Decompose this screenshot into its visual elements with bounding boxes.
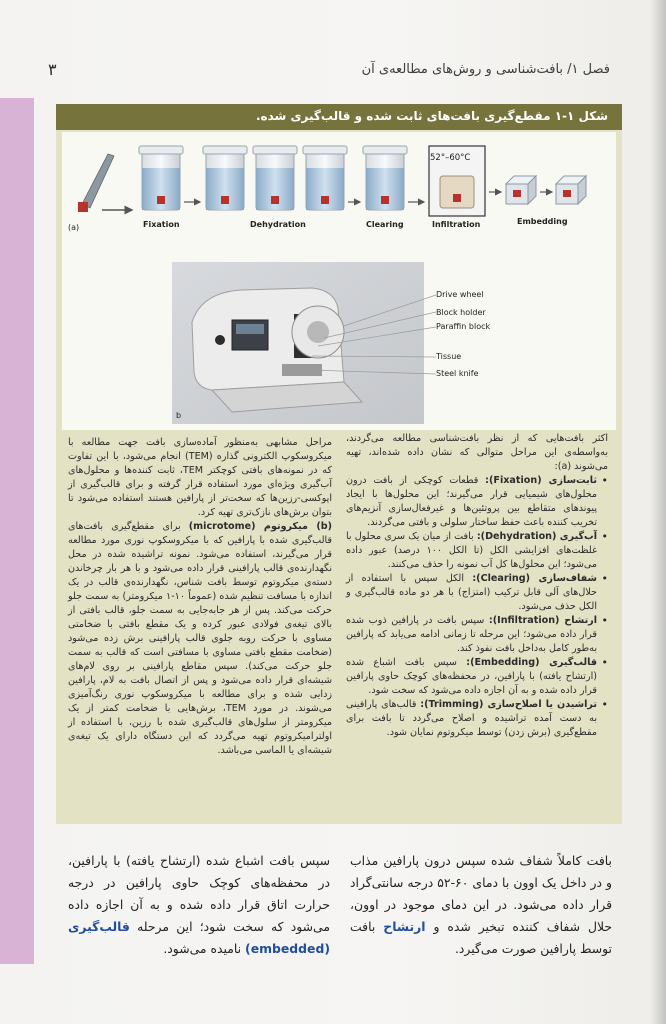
body-left-text: سپس بافت اشباع شده (ارتشاح یافته) با پارافین، در محفظه‌های کوچک حاوی پارافین در درجه حرارت اتاق قرار داده شده و به آن اجازه داده می‌شود که سخت شود؛ این مرحله — [68, 853, 330, 934]
microtome-paragraph — [68, 520, 332, 758]
label-tissue: Tissue — [436, 352, 462, 361]
page-header — [40, 60, 610, 84]
dehydration-jar-3 — [303, 146, 347, 210]
step-label-infiltration: Infiltration — [432, 220, 481, 229]
text-fixation: قطعات کوچکی از بافت درون محلول‌های شیمیایی قرار می‌گیرند؛ این محلول‌ها با ایجاد پیوندهای متقاطع بین پروتئین‌ها و غیرفعال‌سازی آنزیم‌های تخریب کننده باعث حفظ ساختار سلولی و بافتی می‌گردند. — [346, 475, 597, 528]
microtome-text: برای مقطع‌گیری بافت‌های قالب‌گیری شده با پارافین که با میکروسکوپ نوری مورد مطالعه قرار می‌گیرند، استفاده می‌شود. نمونه تراشیده شده در محل نگهدارنده‌ی قالب پارافینی قرار داده می‌شود و با هر بار چرخاندن دسته‌ی میکروتوم توسط بافت شناس، نگهدارنده‌ی قالب در یک اندازه با مسافت تنظیم شده (عموماً ۱۰-۱ میکرومتر) به سمت جلو حرکت می‌کند. پس از هر جابه‌جایی به سمت جلو، قالب بافتی از بالای تیغه‌ی فولادی عبور کرده و یک مقطع بافتی با ضخامتی مساوی با حرکت روبه جلوی قالب پارافینی برش زده می‌شود (ضخامت مقطع بافتی مساوی با مسافتی است که قالب به سمت جلو حرکت می‌کند). سپس مقاطع پارافینی بر روی لام‌های شیشه‌ای قرار داده می‌شود و پس از اتصال بافت به لام، پارافین زدایی شده و برای مطالعه با میکروسکوپ نوری رنگ‌آمیزی می‌شوند. در مورد TEM، برش‌هایی با ضخامت کمتر از یک میکرومتر از سلول‌های قالب‌گیری شده با رزین، با استفاده از اولترامیکروتوم تهیه می‌گردد که این دستگاه دارای یک تیغه‌ی شیشه‌ای یا الماسی می‌باشد. — [68, 521, 332, 756]
label-block-holder: Block holder — [436, 308, 486, 317]
figure-illustration — [62, 132, 616, 430]
text-infiltration: سپس بافت در پارافین ذوب شده قرار داده می‌شود؛ این مرحله تا زمانی ادامه می‌یابد که پارافین به‌طور کامل به‌داخل بافت نفوذ کند. — [346, 615, 597, 654]
page-number: ۳ — [48, 60, 57, 79]
keyword-embedding: قالب‌گیری (embedded) — [68, 919, 330, 956]
list-item-dehydration — [346, 530, 608, 572]
panel-a-letter: (a) — [68, 223, 80, 232]
list-item-trimming — [346, 698, 608, 740]
figure-text-right-column — [346, 432, 608, 740]
step-label-embedding: Embedding — [517, 217, 568, 226]
dehydration-jar-2 — [253, 146, 297, 210]
term-trimming: تراشیدن یا اصلاح‌سازی (Trimming): — [420, 699, 597, 710]
temperature-label: 52°–60°C — [430, 153, 471, 163]
step-label-clearing: Clearing — [366, 220, 404, 229]
term-embedding: قالب‌گیری (Embedding): — [466, 657, 597, 668]
figure-text-left-column — [68, 436, 332, 758]
label-steel-knife: Steel knife — [436, 369, 479, 378]
figure-title: شکل ۱-۱ مقطع‌گیری بافت‌های ثابت شده و قالب‌گیری شده. — [255, 109, 608, 123]
text-dehydration: بافت از میان یک سری محلول با غلظت‌های افزایشی الکل (تا الکل ۱۰۰ درصد) عبور داده می‌شود؛ این محلول‌ها کل آب نمونه را حذف می‌کنند. — [346, 531, 597, 570]
body-left-tail: نامیده می‌شود. — [163, 941, 242, 956]
microtome-photo — [172, 262, 424, 424]
step-label-dehydration: Dehydration — [250, 220, 306, 229]
body-text-left — [68, 850, 330, 960]
list-item-infiltration — [346, 614, 608, 656]
list-item-fixation — [346, 474, 608, 530]
term-dehydration: آب‌گیری (Dehydration): — [476, 531, 597, 542]
tem-paragraph: مراحل مشابهی به‌منظور آماده‌سازی بافت جهت مطالعه با میکروسکوپ الکترونی گذاره (TEM) انجام می‌شود، با این تفاوت که در نمونه‌های بافتی کوچکتر TEM، ثابت کننده‌ها و محلول‌های آب‌گیری ویژه‌ای مورد استفاده قرار گرفته و برای قالب‌گیری از اپوکسی-رزین‌ها که سخت‌تر از پارافین هستند استفاده می‌شود تا بتوان برش‌های نازک‌تری تهیه کرد. — [68, 437, 332, 518]
fixation-jar — [139, 146, 183, 210]
label-drive-wheel: Drive wheel — [436, 290, 484, 299]
figure-panel — [62, 132, 616, 430]
list-item-clearing — [346, 572, 608, 614]
scalpel-icon — [78, 154, 114, 212]
text-trimming: قالب‌های پارافینی به دست آمده تراشیده و اصلاح می‌گردد تا بافت برای مقطع‌گیری (برش زدن) توسط میکروتوم نمایان شود. — [346, 699, 597, 738]
term-clearing: شفاف‌سازی (Clearing): — [472, 573, 597, 584]
text-embedding: سپس بافت اشباع شده (ارتشاح یافته) با پارافین، در محفظه‌های کوچک حاوی پارافین قرار داده شده و به آن اجازه داده می‌شود که سخت شود. — [346, 657, 597, 696]
dehydration-jar-1 — [203, 146, 247, 210]
body-right-text: بافت کاملاً شفاف شده سپس درون پارافین مذاب و در داخل یک اوون با دمای ۶۰-۵۲ درجه سانتی‌گراد قرار داده می‌شود. در این دمای موجود در اوون، حلال شفاف کننده تبخیر شده و — [350, 853, 612, 934]
figure-title-bar — [56, 104, 622, 130]
keyword-infiltration: ارتشاح — [383, 919, 426, 934]
term-infiltration: ارتشاح (Infiltration): — [488, 615, 597, 626]
label-paraffin-block: Paraffin block — [436, 322, 491, 331]
body-right-tail: بافت توسط پارافین صورت می‌گیرد. — [350, 919, 612, 956]
running-title: فصل ۱/ بافت‌شناسی و روش‌های مطالعه‌ی آن — [361, 62, 610, 77]
step-label-fixation: Fixation — [143, 220, 180, 229]
body-text-right — [350, 850, 612, 960]
chapter-side-tab — [0, 98, 34, 964]
term-fixation: ثابت‌سازی (Fixation): — [485, 475, 597, 486]
panel-b-letter: b — [176, 411, 182, 420]
text-clearing: الکل سپس با استفاده از حلال‌های آلی قابل ترکیب (امتزاج) با هر دو ماده قالب‌گیری و الکل حذف می‌شود. — [346, 573, 597, 612]
page-gutter-shadow — [650, 0, 666, 1024]
list-item-embedding — [346, 656, 608, 698]
embedding-blocks — [506, 176, 586, 204]
clearing-jar — [363, 146, 407, 210]
intro-paragraph: اکثر بافت‌هایی که از نظر بافت‌شناسی مطالعه می‌گردند، به‌واسطه‌ی این مراحل متوالی که نشان داده شده‌اند، تهیه می‌شوند (a): — [346, 433, 608, 472]
microtome-term: (b) میکروتوم (microtome) — [188, 521, 332, 532]
